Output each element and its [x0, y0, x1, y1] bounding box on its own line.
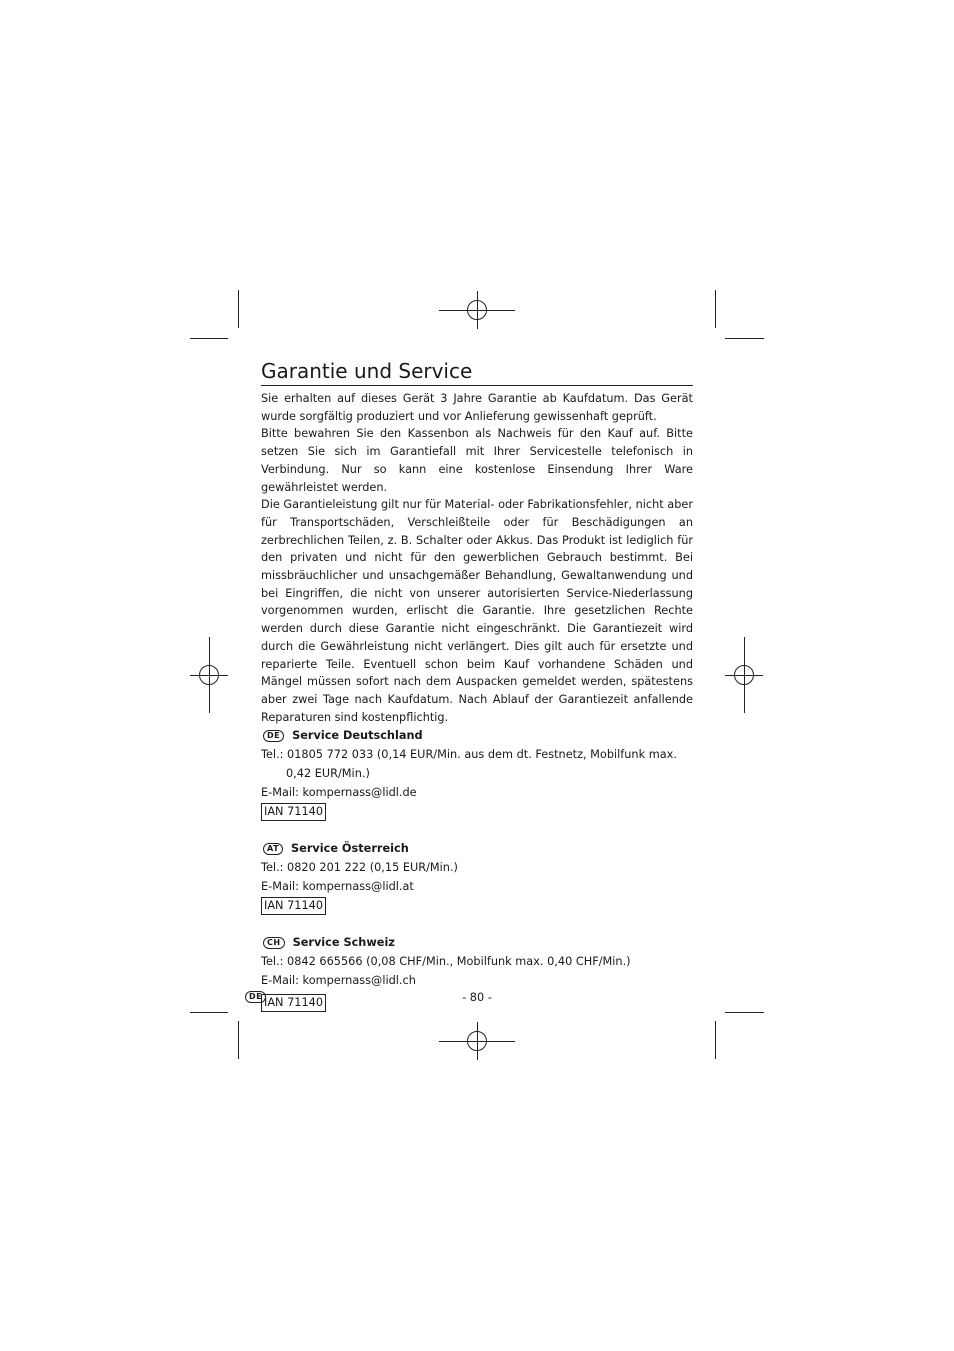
ian-box: IAN 71140 [261, 803, 326, 821]
country-badge-ch: CH [263, 937, 285, 949]
warranty-terms-paragraph: Die Garantieleistung gilt nur für Material- oder Fabrikationsfehler, nicht aber für Transportschäden, Verschleißteile oder für Beschädigungen an zerbrechlichen Teilen, z. B. Schalter oder Akkus. Das Produkt ist lediglich für den privaten und nicht für den gewerblichen Gebrauch bestimmt. Bei missbräuchlicher und unsachgemäßer Behandlung, Gewaltanwendung und bei Eingriffen, die nicht von unserer autorisierten Service-Niederlassung vorgenommen wurden, erlischt die Garantie. Ihre gesetzlichen Rechte werden durch diese Garantie nicht eingeschränkt. Die Garantiezeit wird durch die Gewährleistung nicht verlängert. Dies gilt auch für ersetzte und reparierte Teile. Eventuell schon beim Kauf vorhandene Schäden und Mängel müssen sofort nach dem Auspacken gemeldet werden, spätestens aber zwei Tage nach Kaufdatum. Nach Ablauf der Garantiezeit anfallende Reparaturen sind kostenpflichtig. [261, 498, 693, 724]
service-phone: Tel.: 0842 665566 (0,08 CHF/Min., Mobilfunk max. 0,40 CHF/Min.) [261, 955, 631, 969]
footer-country-badge: DE [245, 991, 266, 1003]
page-number: - 80 - [462, 991, 492, 1004]
service-heading: Service Deutschland [292, 729, 423, 743]
service-phone-continued: 0,42 EUR/Min.) [286, 767, 370, 781]
service-email: E-Mail: kompernass@lidl.at [261, 880, 414, 894]
service-email: E-Mail: kompernass@lidl.de [261, 786, 417, 800]
intro-paragraph: Sie erhalten auf dieses Gerät 3 Jahre Garantie ab Kaufdatum. Das Gerät wurde sorgfältig produziert und vor Anlieferung gewissenhaft geprüft. [261, 392, 693, 423]
service-phone: Tel.: 0820 201 222 (0,15 EUR/Min.) [261, 861, 458, 875]
ian-box: IAN 71140 [261, 994, 326, 1012]
service-phone: Tel.: 01805 772 033 (0,14 EUR/Min. aus dem dt. Festnetz, Mobilfunk max. [261, 748, 677, 762]
service-austria [261, 839, 693, 915]
receipt-paragraph: Bitte bewahren Sie den Kassenbon als Nachweis für den Kauf auf. Bitte setzen Sie sich im Garantiefall mit Ihrer Servicestelle telefonisch in Verbindung. Nur so kann eine kostenlose Einsendung Ihrer Ware gewährleistet werden. [261, 427, 693, 494]
service-heading: Service Österreich [291, 842, 409, 856]
country-badge-at: AT [263, 843, 283, 855]
page-title: Garantie und Service [261, 358, 693, 386]
ian-box: IAN 71140 [261, 897, 326, 915]
service-email: E-Mail: kompernass@lidl.ch [261, 974, 416, 988]
page-content [261, 358, 693, 1012]
service-heading: Service Schweiz [292, 936, 395, 950]
service-germany [261, 726, 693, 821]
country-badge-de: DE [263, 730, 284, 742]
